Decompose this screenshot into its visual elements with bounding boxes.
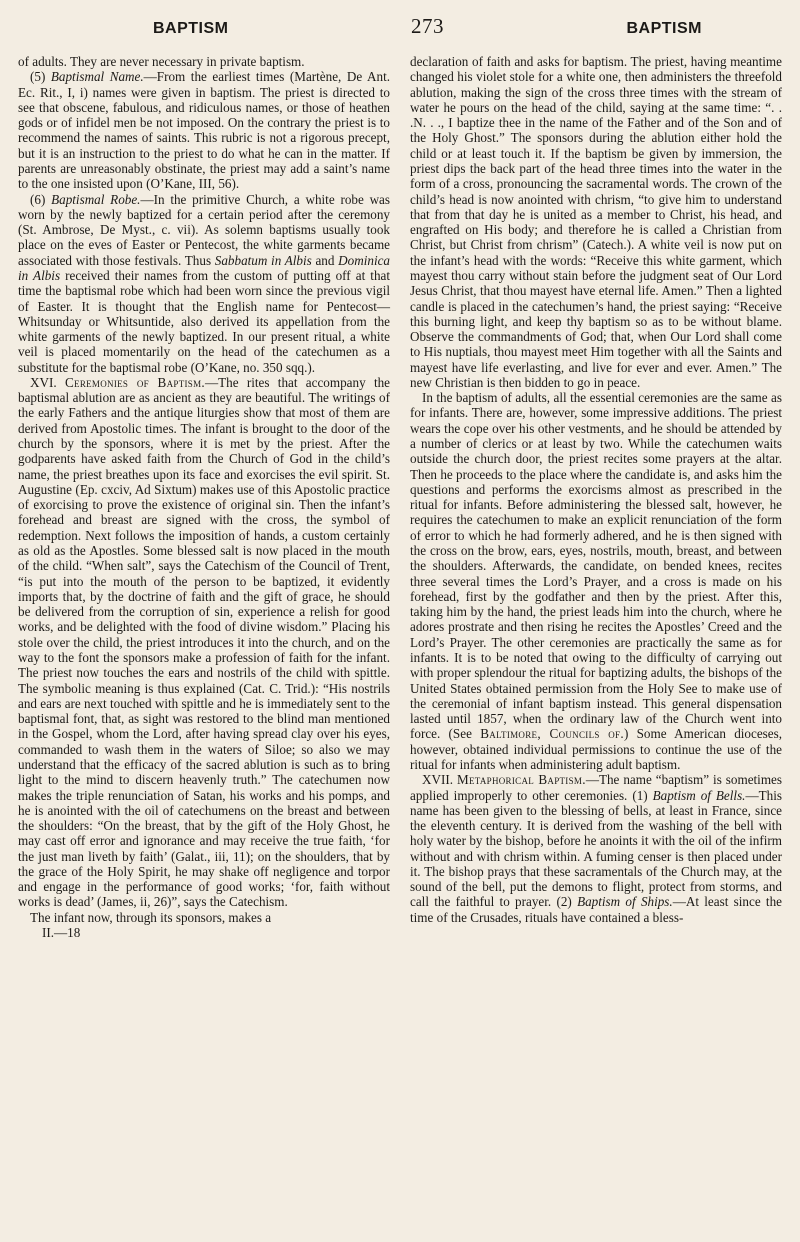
section-heading: Metaphorical Baptism.: [457, 772, 586, 788]
paragraph-text: ) Some American dioceses, however, obtained individual permissions to continue the use of the ritual for infants when administering adult baptism.: [410, 726, 782, 772]
paragraph-text: and: [311, 252, 339, 268]
text-columns: [18, 54, 782, 940]
paragraph-baptismal-name: [18, 69, 390, 191]
italic-term: Sabbatum in Albis: [214, 252, 312, 268]
italic-term: Dominica in Albis: [18, 252, 390, 283]
paragraph-metaphorical-baptism: [410, 772, 782, 925]
paragraph-text: —At least since the time of the Crusades, rituals have contained a bless-: [410, 894, 782, 925]
cross-reference: Baltimore, Councils of.: [480, 726, 624, 742]
running-header: [18, 14, 782, 44]
italic-term: Baptism of Bells.: [652, 787, 746, 803]
paragraph-text: —This name has been given to the blessing of bells, at least in France, since the eleventh century. It is derived from the washing of the bell with holy water by the bishop, before he anoints it with the oil of the infirm without and with chrism within. A fuming censer is then placed under it. The bishop prays that these sacramentals of the Church may, at the sound of the bell, put the demons to flight, protect from storms, and call the faithful to prayer. (2): [410, 787, 782, 910]
header-right-title: BAPTISM: [626, 20, 702, 37]
section-heading: Ceremonies of Baptism.: [64, 374, 205, 390]
section-number: (5): [30, 69, 51, 85]
paragraph-text: —In the primitive Church, a white robe was worn by the newly baptized for a certain period after the ceremony (St. Ambrose, De Myst., c. vii). As solemn baptisms usually took place on the eves of Easter or Pentecost, the white garments became associated with those festivals. Thus: [18, 191, 390, 268]
paragraph-text: received their names from the custom of putting off at that time the baptismal robe which had been worn since the previous vigil of Easter. It is thought that the English name for Pentecost—Whitsunday or Whitsuntide, also derived its appellation from the white garments of the newly baptized. In our present ritual, a white veil is placed momentarily on the head of the catechumen as a substitute for the baptismal robe (O’Kane, no. 350 sqq.).: [18, 267, 390, 375]
signature-mark: II.—18: [42, 925, 81, 941]
page-number: 273: [411, 14, 444, 38]
paragraph-baptismal-robe: [18, 192, 390, 375]
paragraph-text: In the baptism of adults, all the essential ceremonies are the same as for infants. There are, however, some impressive additions. The priest wears the cope over his other vestments, and he should be attended by a number of clerics or at least by two. While the catechumen waits outside the church door, the priest recites some prayers at the altar. Then he proceeds to the place where the candidate is, and asks him the questions and performs the exorcisms almost as prescribed in the ritual for infants. Before administering the blessed salt, however, he requires the catechumen to make an explicit renunciation of the form of error to which he had formerly adhered, and he is then signed with the cross on the brow, ears, eyes, nostrils, mouth, breast, and between the shoulders. Afterwards, the candidate, on bended knees, recites three several times the Lord’s Prayer, and a cross is made on his forehead, first by the godfather and then by the priest. After this, taking him by the hand, the priest leads him into the church, where he adores prostrate and then rising he recites the Apostles’ Creed and the Lord’s Prayer. The other ceremonies are practically the same as for infants. It is to be noted that owing to the difficulty of carrying out with proper splendour the ritual for baptizing adults, the bishops of the United States obtained permission from the Holy See to make use of the ceremonial of infant baptism instead. This general dispensation lasted until 1857, when the ordinary law of the Church went into force. (See: [410, 390, 782, 742]
italic-term: Baptism of Ships.: [577, 894, 673, 910]
paragraph-baptism-of-adults: [410, 390, 782, 772]
paragraph-text: —The name “baptism” is sometimes applied improperly to other ceremonies. (1): [410, 772, 782, 803]
section-number: (6): [30, 191, 52, 207]
paragraph-infant-declaration: The infant now, through its sponsors, makes a: [30, 909, 272, 925]
left-column: [18, 54, 390, 940]
section-heading: Baptismal Robe.: [51, 191, 141, 207]
paragraph-text: —The rites that accompany the baptismal ablution are as ancient as they are beautiful. The writings of the early Fathers and the antique liturgies show that most of them are derived from Apostolic times. The infant is brought to the door of the church by the sponsors, where it is met by the priest. After the godparents have asked faith from the Church of God in the child’s name, the priest breathes upon its face and exorcises the evil spirit. St. Augustine (Ep. cxciv, Ad Sixtum) makes use of this Apostolic practice of exorcising to prove the existence of original sin. Then the infant’s forehead and breast are signed with the cross, the symbol of redemption. Next follows the imposition of hands, a custom certainly as old as the Apostles. Some blessed salt is now placed in the mouth of the child. “When salt”, says the Catechism of the Council of Trent, “is put into the mouth of the person to be baptized, it evidently imports that, by the doctrine of faith and the gift of grace, he should be delivered from the corruption of sin, experience a relish for good works, and be delighted with the food of divine wisdom.” Placing his stole over the child, the priest introduces it into the church, and on the way to the font the sponsors make a profession of faith for the infant. The priest now touches the ears and nostrils of the child with spittle. The symbolic meaning is thus explained (Cat. C. Trid.): “His nostrils and ears are next touched with spittle and he is immediately sent to the baptismal font, that, as sight was restored to the blind man mentioned in the Gospel, whom the Lord, after having spread clay over his eyes, commanded to wash them in the waters of Siloe; so also we may understand that the efficacy of the sacred ablution is such as to bring light to the mind to discern heavenly truth.” The catechumen now makes the triple renunciation of Satan, his works and his pomps, and he is anointed with the oil of catechumens on the breast and between the shoulders: “On the breast, that by the gift of the Holy Ghost, he may cast off error and ignorance and may receive the true faith, ‘for the just man liveth by faith’ (Galat., iii, 11); on the shoulders, that by the grace of the Holy Spirit, he may shake off negligence and torpor and engage in the performance of good works; ‘for, faith without works is dead’ (James, ii, 26)”, says the Catechism.: [18, 374, 390, 910]
right-column: [410, 54, 782, 940]
section-heading: Baptismal Name.: [50, 69, 144, 85]
paragraph-continuation: of adults. They are never necessary in private baptism.: [18, 54, 305, 69]
section-number: XVII.: [422, 772, 457, 788]
paragraph-ceremonies-of-baptism: [18, 375, 390, 910]
header-left-title: BAPTISM: [153, 20, 229, 37]
paragraph-text: —From the earliest times (Martène, De Ant. Ec. Rit., I, i) names were given in baptism. The priest is directed to see that obscene, fabulous, and ridiculous names, or those of heathen gods or of infidel men be not imposed. On the contrary the priest is to recommend the names of saints. This rubric is not a rigorous precept, but it is an instruction to the priest to do what he can in the matter. If parents are unreasonably obstinate, the priest may add a saint’s name to the one insisted upon (O’Kane, III, 56).: [18, 69, 391, 192]
paragraph-continuation: declaration of faith and asks for baptism. The priest, having meantime changed his violet stole for a white one, then administers the threefold ablution, making the sign of the cross three times with the stream of water he pours on the head of the child, saying at the same time: “. . .N. . ., I baptize thee in the name of the Father and of the Son and of the Holy Ghost.” The sponsors during the ablution either hold the child or at least touch it. If the baptism be given by immersion, the priest dips the back part of the head three times into the water in the form of a cross, pronouncing the sacramental words. The crown of the child’s head is now anointed with chrism, “to give him to understand that from that day he is united as a member to Christ, his head, and engrafted on His body; and therefore he is called a Christian from Christ, but Christ from chrism” (Catech.). A white veil is now put on the infant’s head with the words: “Receive this white garment, which mayest thou carry without stain before the judgment seat of Our Lord Jesus Christ, that thou mayest have eternal life. Amen.” Then a lighted candle is placed in the catechumen’s hand, the priest saying: “Receive this burning light, and keep thy baptism so as to be without blame. Observe the commandments of God; that, when Our Lord shall come to His nuptials, thou mayest meet Him together with all the Saints and mayest have life everlasting, and live for ever and ever. Amen.” The new Christian is then bidden to go in peace.: [410, 54, 782, 390]
section-number: XVI.: [30, 374, 65, 390]
